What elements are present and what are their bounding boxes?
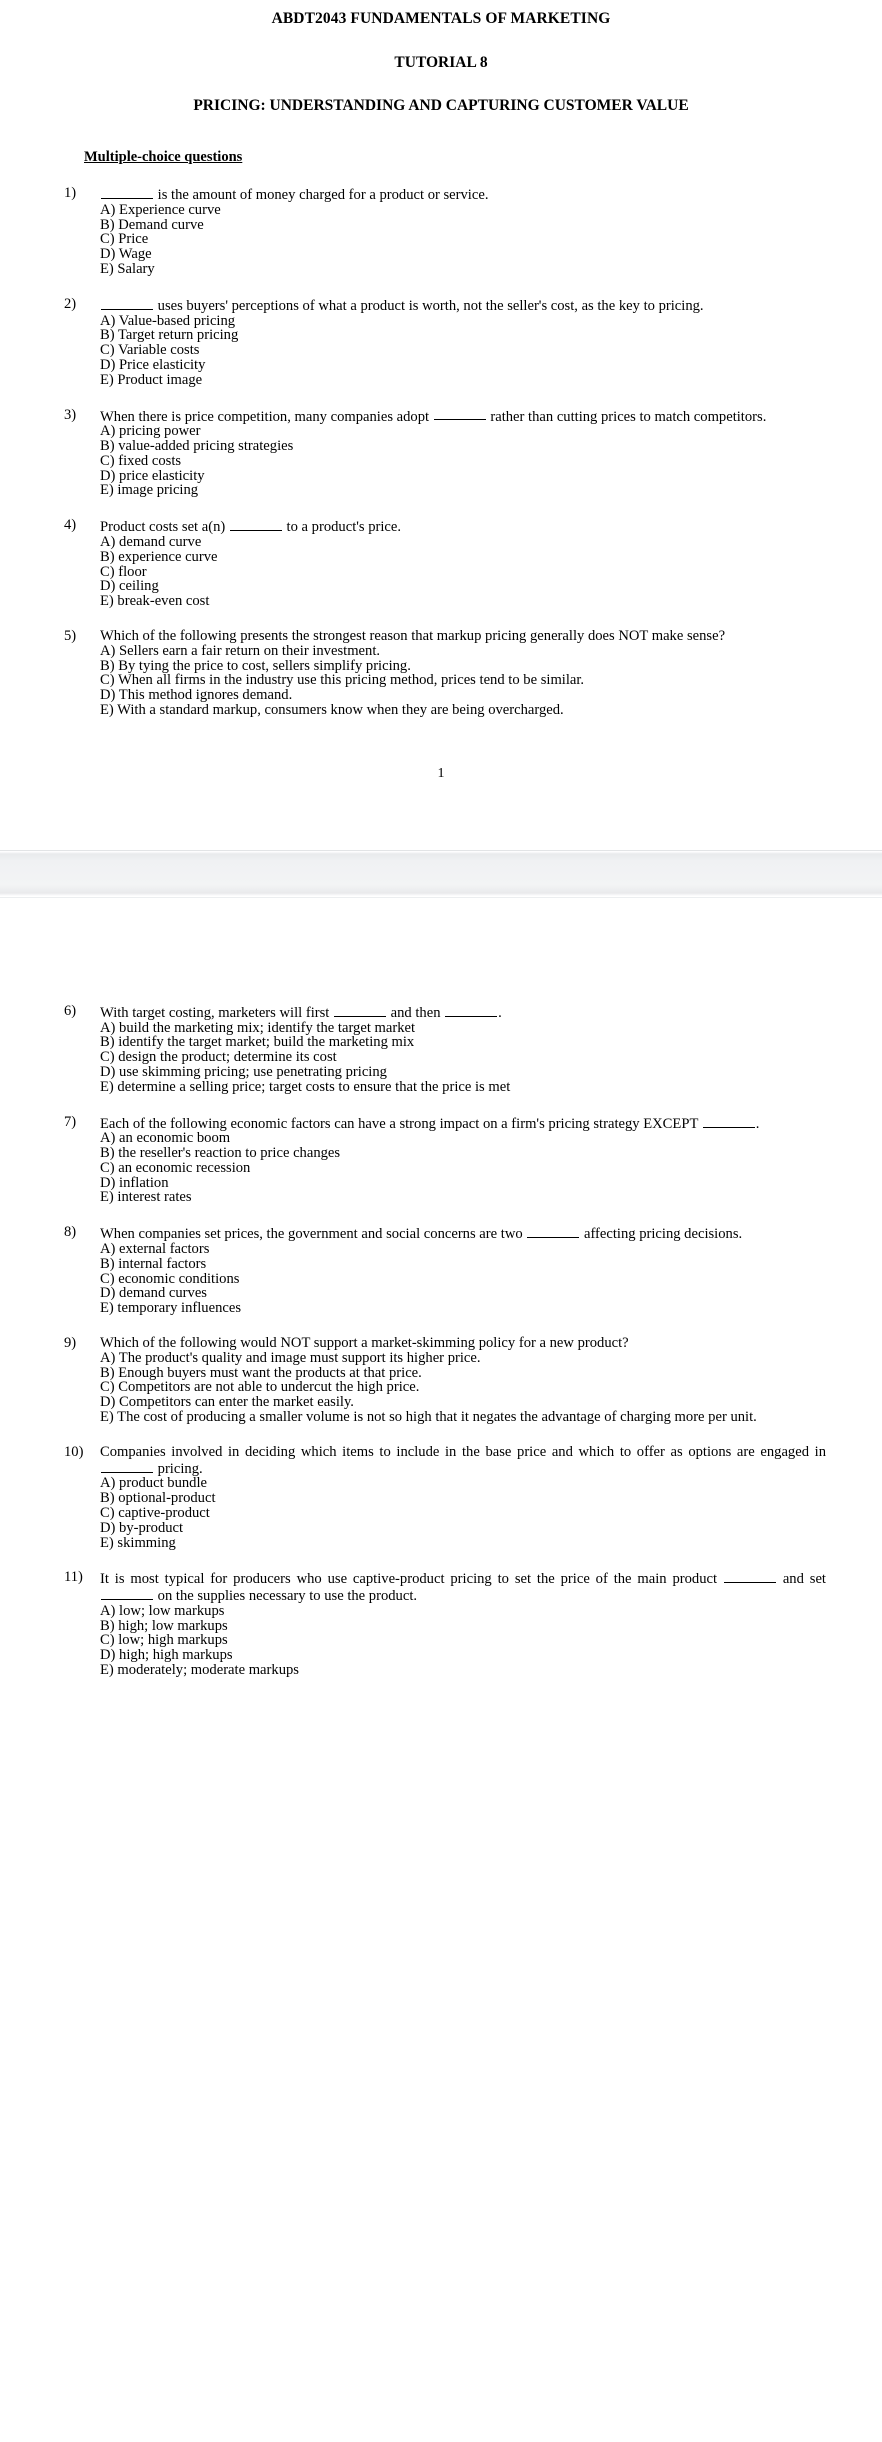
- question-body: [100, 297, 826, 388]
- answer-blank: [101, 186, 153, 199]
- option-list: [100, 424, 826, 498]
- question-stem: is the amount of money charged for a product or service.: [100, 186, 826, 203]
- question-stem: Which of the following would NOT support a market-skimming policy for a new product?: [100, 1335, 629, 1352]
- page-1: [0, 0, 882, 850]
- option-item[interactable]: E) skimming: [100, 1534, 176, 1551]
- option-item[interactable]: B) identify the target market; build the marketing mix: [100, 1034, 415, 1051]
- option-item[interactable]: C) an economic recession: [100, 1159, 251, 1176]
- option-item[interactable]: D) demand curves: [100, 1285, 207, 1302]
- option-item[interactable]: D) by-product: [100, 1519, 184, 1536]
- question-item: [56, 1225, 826, 1316]
- option-item[interactable]: B) optional-product: [100, 1490, 216, 1507]
- option-item[interactable]: A) Value-based pricing: [100, 312, 236, 329]
- question-item: [56, 297, 826, 388]
- answer-blank: [101, 1460, 153, 1473]
- option-list: [100, 1604, 826, 1678]
- question-stem: With target costing, marketers will first and then .: [100, 1004, 502, 1021]
- option-item[interactable]: D) Price elasticity: [100, 356, 206, 373]
- tutorial-title: TUTORIAL 8: [394, 54, 488, 71]
- option-item[interactable]: E) The cost of producing a smaller volume is not so high that it negates the advantage of charging more per unit.: [100, 1409, 757, 1426]
- option-item[interactable]: D) ceiling: [100, 578, 159, 595]
- question-item: [56, 1336, 826, 1425]
- page-title: ABDT2043 FUNDAMENTALS OF MARKETING: [271, 10, 611, 27]
- option-item[interactable]: E) temporary influences: [100, 1300, 242, 1317]
- option-item[interactable]: C) design the product; determine its cost: [100, 1049, 337, 1066]
- question-stem: It is most typical for producers who use captive-product pricing to set the price of the main product and set on the supplies necessary to use the product.: [100, 1571, 826, 1605]
- option-item[interactable]: D) use skimming pricing; use penetrating pricing: [100, 1063, 387, 1080]
- option-item[interactable]: A) The product's quality and image must support its higher price.: [100, 1349, 481, 1366]
- answer-blank: [101, 1587, 153, 1600]
- answer-blank: [334, 1004, 386, 1017]
- question-item: [56, 408, 826, 499]
- option-item[interactable]: A) product bundle: [100, 1475, 207, 1492]
- option-item[interactable]: C) When all firms in the industry use this pricing method, prices tend to be similar.: [100, 672, 585, 689]
- option-item[interactable]: A) low; low markups: [100, 1602, 225, 1619]
- question-number: 5): [64, 628, 77, 644]
- option-item[interactable]: E) interest rates: [100, 1189, 192, 1206]
- question-body: [100, 1445, 826, 1551]
- option-list: [100, 1351, 826, 1425]
- topic-title: PRICING: UNDERSTANDING AND CAPTURING CUSTOMER VALUE: [193, 97, 689, 114]
- question-item: [56, 518, 826, 609]
- option-item[interactable]: E) image pricing: [100, 482, 199, 499]
- option-item[interactable]: A) external factors: [100, 1241, 210, 1258]
- option-item[interactable]: A) Experience curve: [100, 201, 221, 218]
- question-number: 4): [64, 517, 77, 534]
- option-item[interactable]: C) Variable costs: [100, 342, 200, 359]
- section-heading: Multiple-choice questions: [84, 149, 243, 165]
- question-number: 7): [64, 1113, 77, 1130]
- question-item: [56, 1445, 826, 1551]
- question-body: [100, 1115, 826, 1206]
- option-item[interactable]: A) Sellers earn a fair return on their investment.: [100, 642, 381, 659]
- option-item[interactable]: C) captive-product: [100, 1504, 210, 1521]
- option-item[interactable]: C) low; high markups: [100, 1632, 228, 1649]
- option-item[interactable]: A) build the marketing mix; identify the target market: [100, 1019, 416, 1036]
- option-item[interactable]: B) the reseller's reaction to price changes: [100, 1145, 341, 1162]
- answer-blank: [230, 518, 282, 531]
- option-item[interactable]: B) Demand curve: [100, 216, 204, 233]
- question-item: [56, 1004, 826, 1095]
- option-list: [100, 203, 826, 277]
- question-number: 6): [64, 1002, 77, 1019]
- page-number: 1: [437, 765, 445, 781]
- option-item[interactable]: C) Competitors are not able to undercut the high price.: [100, 1379, 420, 1396]
- question-stem: When companies set prices, the government and social concerns are two affecting pricing decisions.: [100, 1226, 743, 1243]
- answer-blank: [434, 408, 486, 421]
- option-item[interactable]: D) This method ignores demand.: [100, 687, 293, 704]
- question-item: [56, 1570, 826, 1678]
- option-item[interactable]: E) moderately; moderate markups: [100, 1662, 299, 1679]
- option-item[interactable]: B) high; low markups: [100, 1617, 228, 1634]
- option-item[interactable]: D) inflation: [100, 1174, 169, 1191]
- option-item[interactable]: D) Competitors can enter the market easily.: [100, 1394, 354, 1411]
- question-item: [56, 186, 826, 277]
- question-number: 10): [64, 1443, 84, 1460]
- option-item[interactable]: C) economic conditions: [100, 1270, 240, 1287]
- question-body: [100, 1336, 826, 1425]
- option-list: [100, 1476, 826, 1550]
- question-body: [100, 186, 826, 277]
- question-body: [100, 1570, 826, 1678]
- option-item[interactable]: E) break-even cost: [100, 593, 210, 610]
- option-item[interactable]: E) Product image: [100, 371, 203, 388]
- question-stem: When there is price competition, many companies adopt rather than cutting prices to match competitors.: [100, 408, 767, 425]
- option-item[interactable]: A) pricing power: [100, 423, 201, 440]
- question-number: 11): [64, 1569, 83, 1586]
- option-item[interactable]: D) high; high markups: [100, 1647, 233, 1664]
- question-stem: Each of the following economic factors can have a strong impact on a firm's pricing strategy EXCEPT .: [100, 1115, 760, 1132]
- option-item[interactable]: E) Salary: [100, 260, 155, 277]
- question-number: 3): [64, 406, 77, 423]
- option-item[interactable]: E) determine a selling price; target costs to ensure that the price is met: [100, 1078, 511, 1095]
- option-item[interactable]: B) Target return pricing: [100, 327, 239, 344]
- question-stem: Which of the following presents the strongest reason that markup pricing generally does NOT make sense?: [100, 628, 726, 644]
- question-body: [100, 629, 826, 718]
- question-stem: Product costs set a(n) to a product's price.: [100, 519, 402, 536]
- question-body: [100, 408, 826, 499]
- answer-blank: [101, 297, 153, 310]
- question-number: 9): [64, 1335, 77, 1352]
- answer-blank: [445, 1004, 497, 1017]
- option-item[interactable]: B) value-added pricing strategies: [100, 438, 294, 455]
- option-item[interactable]: A) demand curve: [100, 534, 202, 551]
- question-stem: Companies involved in deciding which items to include in the base price and which to offer as options are engaged in pricing.: [100, 1443, 826, 1477]
- question-body: [100, 1004, 826, 1095]
- question-number: 2): [64, 295, 77, 312]
- question-body: [100, 518, 826, 609]
- option-item[interactable]: D) Wage: [100, 246, 152, 263]
- option-list: [100, 1242, 826, 1316]
- question-number: 1): [64, 185, 77, 201]
- question-number: 8): [64, 1224, 77, 1241]
- question-item: [56, 1115, 826, 1206]
- option-list: [100, 1021, 826, 1095]
- page-2: [0, 898, 882, 1682]
- option-item[interactable]: C) fixed costs: [100, 452, 182, 469]
- option-item[interactable]: A) an economic boom: [100, 1130, 231, 1147]
- question-body: [100, 1225, 826, 1316]
- option-list: [100, 644, 826, 718]
- page-break-separator: [0, 850, 882, 898]
- option-item[interactable]: B) experience curve: [100, 548, 218, 565]
- option-item[interactable]: B) By tying the price to cost, sellers simplify pricing.: [100, 657, 411, 674]
- option-list: [100, 535, 826, 609]
- option-item[interactable]: B) internal factors: [100, 1255, 207, 1272]
- option-list: [100, 1131, 826, 1205]
- option-item[interactable]: B) Enough buyers must want the products at that price.: [100, 1364, 422, 1381]
- option-item[interactable]: C) floor: [100, 563, 147, 580]
- question-item: [56, 629, 826, 718]
- option-item[interactable]: C) Price: [100, 231, 149, 248]
- option-list: [100, 314, 826, 388]
- question-stem: uses buyers' perceptions of what a product is worth, not the seller's cost, as the key to pricing.: [100, 297, 826, 314]
- option-item[interactable]: E) With a standard markup, consumers know when they are being overcharged.: [100, 701, 564, 718]
- answer-blank: [724, 1570, 776, 1583]
- answer-blank: [527, 1225, 579, 1238]
- option-item[interactable]: D) price elasticity: [100, 467, 205, 484]
- answer-blank: [703, 1115, 755, 1128]
